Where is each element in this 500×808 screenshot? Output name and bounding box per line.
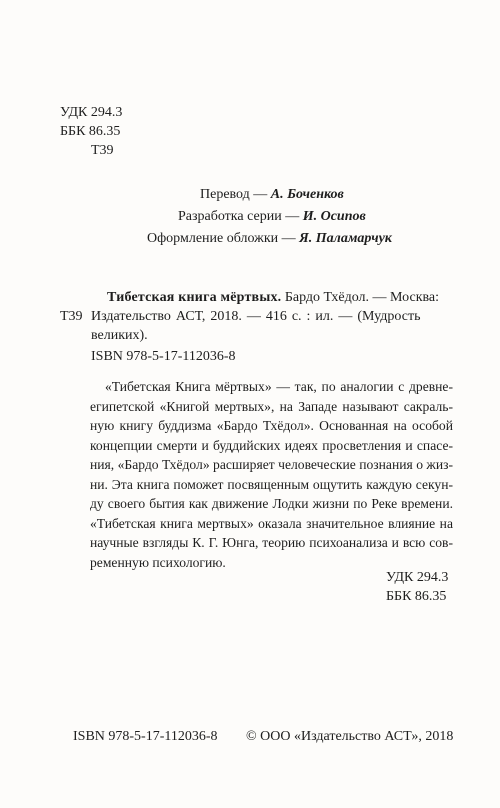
- bibliographic-record: [0, 288, 500, 348]
- credit-name: Я. Паламарчук: [299, 231, 392, 246]
- classification-codes-bottom: [386, 568, 448, 606]
- bib-line-1-rest: Бардо Тхёдол. — Москва:: [281, 290, 440, 305]
- bbk-code: ББК 86.35: [386, 589, 447, 604]
- abstract-line: египетской «Книгой мертвых», на Западе называют сакраль-: [90, 398, 453, 414]
- credit-name: И. Осипов: [302, 209, 366, 224]
- author-sign: Т39: [91, 143, 114, 158]
- credit-role: Оформление обложки —: [147, 231, 300, 246]
- udk-code: УДК 294.3: [386, 570, 449, 585]
- credit-role: Разработка серии —: [178, 209, 303, 224]
- abstract-line: концепции смерти и буддийских идеях просветления и спасе-: [90, 437, 453, 453]
- credit-name: А. Боченков: [270, 187, 344, 202]
- abstract-line: ную книгу буддизма «Бардо Тхёдол». Основанная на особой: [90, 418, 453, 433]
- bib-line-1: [107, 288, 439, 307]
- book-title: Тибетская книга мёртвых.: [107, 290, 282, 305]
- abstract-line: «Тибетская Книга мёртвых» — так, по аналогии с древне-: [105, 379, 453, 394]
- abstract: [90, 377, 453, 572]
- footer-isbn: ISBN 978-5-17-112036-8: [73, 729, 218, 744]
- udk-code: УДК 294.3: [60, 105, 123, 120]
- credit-role: Перевод —: [200, 187, 271, 202]
- abstract-line: ду своего бытия как движение Лодки жизни по Реке времени.: [90, 496, 453, 511]
- footer-copyright: © ООО «Издательство АСТ», 2018: [246, 729, 454, 744]
- classification-codes: [60, 103, 122, 160]
- abstract-line: ни. Эта книга поможет посвященным ощутить каждую секун-: [90, 476, 453, 492]
- abstract-line: научные взгляды К. Г. Юнга, теорию психоанализа и всю сов-: [90, 535, 453, 550]
- bib-author-sign: Т39: [60, 309, 83, 324]
- credit-translation: [200, 184, 344, 207]
- isbn-line: ISBN 978-5-17-112036-8: [91, 349, 236, 364]
- bib-line-3: великих).: [91, 328, 148, 343]
- abstract-line: «Тибетская книга мертвых» оказала значительное влияние на: [90, 515, 453, 531]
- bbk-code: ББК 86.35: [60, 124, 121, 139]
- abstract-line: ния, «Бардо Тхёдол» расширяет человеческие познания о жиз-: [90, 457, 453, 472]
- bib-line-2: Издательство АСТ, 2018. — 416 с. : ил. — (Мудрость: [91, 309, 421, 324]
- credit-series: [178, 206, 366, 229]
- credit-cover: [147, 228, 392, 251]
- abstract-line: ременную психологию.: [90, 554, 226, 570]
